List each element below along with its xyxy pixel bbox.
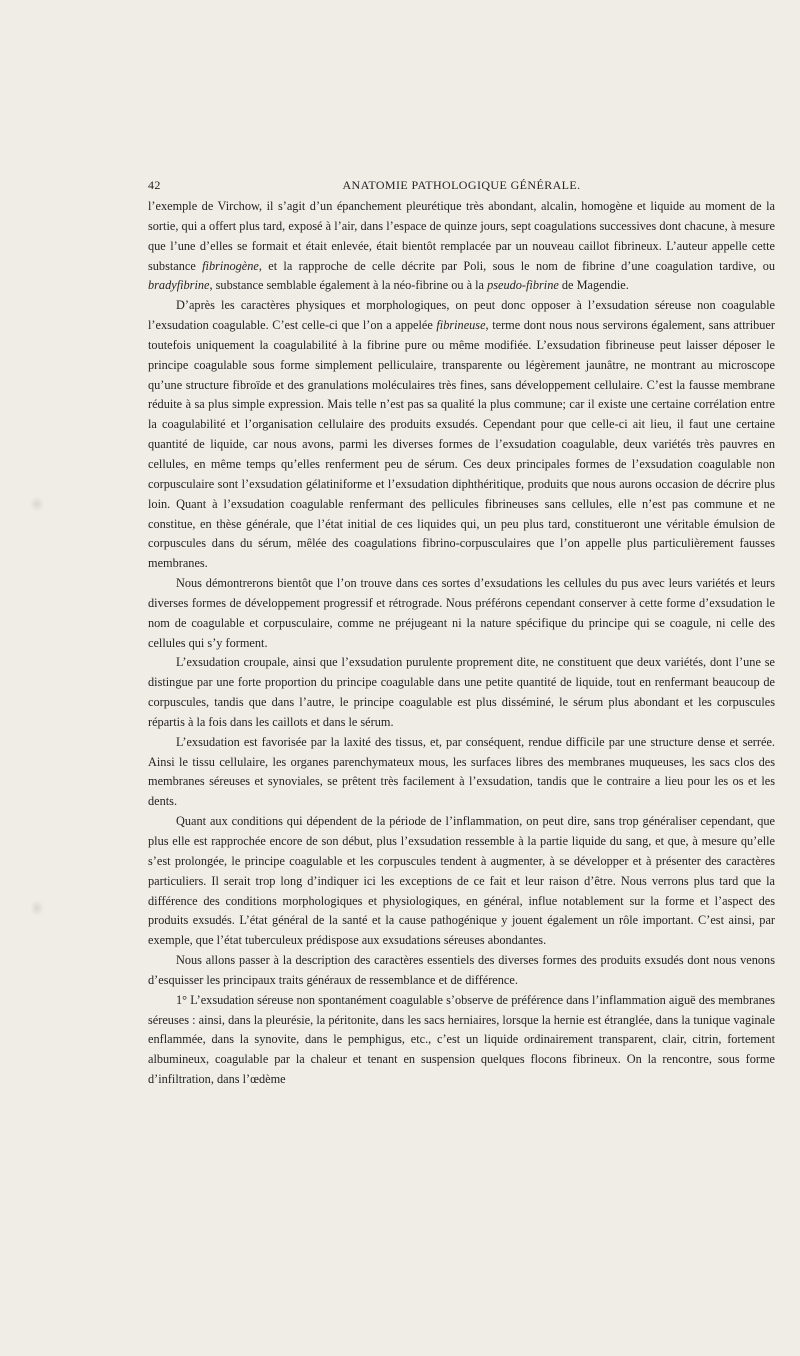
text-run: D’après les caractères physiques et morphologiques, on peut donc opposer à l’exsudation séreuse non coagulable l’exsudation coagulable. C’est celle-ci que l’on a appelée (148, 298, 775, 333)
page-fold-mark (30, 496, 44, 512)
page-number: 42 (148, 178, 161, 192)
italic-term: bradyfibrine (148, 278, 210, 293)
body-text (148, 197, 775, 1090)
paragraph (148, 653, 775, 732)
paragraph (148, 733, 775, 812)
text-run: Nous démontrerons bientôt que l’on trouve dans ces sortes d’exsudations les cellules du pus avec leurs variétés et leurs diverses formes de développement progressif et rétrograde. Nous préférons cependant conserver à cette forme d’exsudation le nom de coagulable et corpusculaire, comme ne préjugeant ni la nature spécifique du principe qui se coagule, ni celle des cellules qui s’y forment. (148, 576, 775, 650)
paragraph (148, 991, 775, 1090)
page-header (148, 178, 775, 194)
italic-term: fibrineuse (436, 318, 486, 333)
paragraph (148, 197, 775, 296)
text-run: de Magendie. (558, 278, 629, 293)
paragraph (148, 951, 775, 991)
text-run: L’exsudation est favorisée par la laxité des tissus, et, par conséquent, rendue difficile par une structure dense et serrée. Ainsi le tissu cellulaire, les organes parenchymateux mous, les surfaces libres des membranes muqueuses, les sacs clos des membranes séreuses et synoviales, se prêtent très facilement à l’exsudation, tandis que le contraire a lieu pour les os et les dents. (148, 734, 775, 809)
paragraph (148, 812, 775, 951)
paragraph (148, 574, 775, 653)
italic-term: fibrinogène (202, 258, 259, 273)
text-run: Nous allons passer à la description des caractères essentiels des diverses formes des produits exsudés dont nous venons d’esquisser les principaux traits généraux de ressemblance et de différence. (148, 953, 775, 987)
text-run: , et la rapproche de celle décrite par Poli, sous le nom de fibrine d’une coagulation tardive, ou (258, 258, 775, 273)
text-run: l’exemple de Virchow, il s’agit d’un épanchement pleurétique très abondant, alcalin, homogène et liquide au moment de la sortie, qui a offert plus tard, exposé à l’air, dans l’espace de quinze jours, sept coagulations successives dont chacune, à mesure que l’une d’elles se formait et était enlevée, était bientôt remplacée par un nouveau caillot fibrineux. L’auteur appelle cette substance (148, 199, 775, 273)
italic-term: pseudo-fibrine (487, 278, 559, 293)
text-run: L’exsudation croupale, ainsi que l’exsudation purulente proprement dite, ne constituent que deux variétés, dont l’une se distingue par une forte proportion du principe coagulable dans une petite quantité de liquide, tout en renfermant beaucoup de corpuscules, tandis que dans l’autre, le principe coagulable est plus disséminé, le sérum plus abondant et les corpuscules répartis à la fois dans les caillots et dans le sérum. (148, 655, 775, 729)
page-fold-mark (30, 900, 44, 916)
text-run: , terme dont nous nous servirons également, sans attribuer toutefois uniquement la coagulabilité à la fibrine pure ou même modifiée. L’exsudation fibrineuse peut laisser déposer le principe coagulable sous forme simplement pelliculaire, transparente ou légèrement jaunâtre, ne montrant au microscope qu’une structure fibroïde et des granulations moléculaires très fines, sans développement cellulaire. C’est la fausse membrane réduite à sa plus simple expression. Mais telle n’est pas sa qualité la plus commune; car il existe une certaine corrélation entre la coagulabilité et l’organisation cellulaire des produits exsudés. Cependant pour que celle-ci ait lieu, il faut une certaine quantité de liquide, car nous avons, parmi les diverses formes de l’exsudation coagulable, deux variétés très pauvres en cellules, en même temps qu’elles renferment peu de sérum. Ces deux principales formes de l’exsudation coagulable non corpusculaire sont l’exsudation gélatiniforme et l’exsudation diphthéritique, produits que nous aurons occasion de décrire plus loin. Quant à l’exsudation coagulable renfermant des pellicules fibrineuses sans cellules, elle n’est pas commune et ne constitue, en thèse générale, que l’état initial de ces liquides qui, un peu plus tard, constitueront une véritable émulsion de corpuscules dans du sérum, mêlée des coagulations fibrino-corpusculaires que l’on appelle plus particulièrement fausses membranes. (148, 318, 775, 571)
text-run: 1° L’exsudation séreuse non spontanément coagulable s’observe de préférence dans l’inflammation aiguë des membranes séreuses : ainsi, dans la pleurésie, la péritonite, dans les sacs herniaires, lorsque la hernie est étranglée, dans la tunique vaginale enflammée, dans la synovite, dans le pemphigus, etc., c’est un liquide ordinairement transparent, clair, citrin, fortement albumineux, coagulable par la chaleur et tenant en suspension quelques flocons fibrineux. On la rencontre, sous forme d’infiltration, dans l’œdème (148, 992, 775, 1087)
paragraph (148, 296, 775, 574)
text-run: Quant aux conditions qui dépendent de la période de l’inflammation, on peut dire, sans trop généraliser cependant, que plus elle est rapprochée encore de son début, plus l’exsudation ressemble à la partie liquide du sang, et que, à mesure qu’elle s’est prolongée, le principe coagulable et les corpuscules tendent à augmenter, à se développer et à présenter des caractères particuliers. Il serait trop long d’indiquer ici les exceptions de ce fait et leur raison d’être. Nous verrons plus tard que la différence des conditions morphologiques et physiologiques, en général, influe notablement sur la forme et l’aspect des produits exsudés. L’état général de la santé et la cause pathogénique y jouent également un rôle important. C’est ainsi, par exemple, que l’état tuberculeux prédispose aux exsudations séreuses abondantes. (148, 814, 775, 948)
running-title: ANATOMIE PATHOLOGIQUE GÉNÉRALE. (342, 178, 581, 192)
text-run: , substance semblable également à la néo-fibrine ou à la (209, 278, 488, 293)
